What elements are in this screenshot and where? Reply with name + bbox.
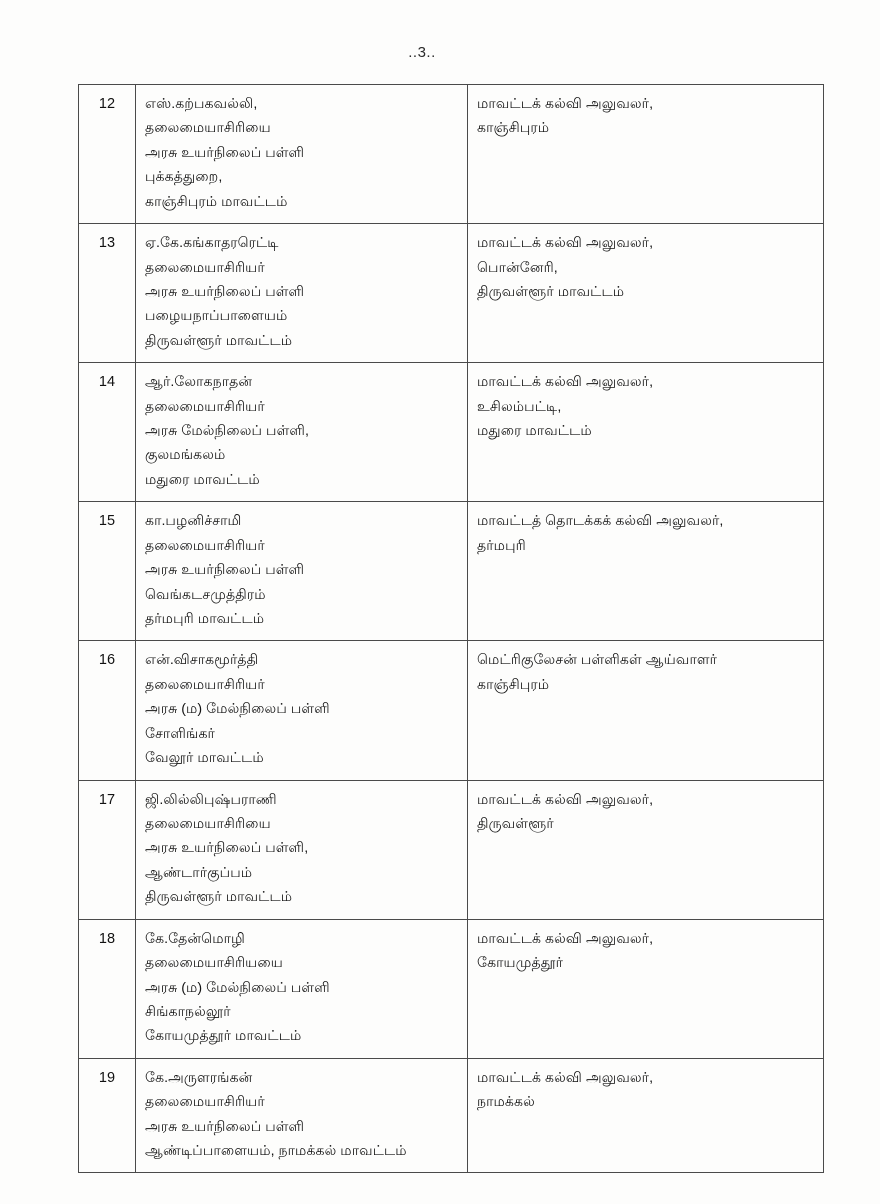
cell-serial-number: 19 (79, 1058, 136, 1173)
cell-officer-details (136, 780, 468, 919)
table-row (79, 363, 824, 502)
cell-serial-number: 18 (79, 919, 136, 1058)
officer-line: தலைமையாசிரியை (145, 815, 271, 832)
officer-line: அரசு உயர்நிலைப் பள்ளி (145, 144, 305, 161)
authority-line: மாவட்டத் தொடக்கக் கல்வி அலுவலர், (477, 513, 724, 530)
officer-line: வேலூர் மாவட்டம் (145, 750, 264, 767)
officer-line: தலைமையாசிரியர் (145, 259, 265, 276)
officers-table (78, 84, 824, 1173)
officer-line: ஆர்.லோகநாதன் (145, 374, 253, 391)
cell-reporting-authority (468, 919, 824, 1058)
officer-line: அரசு (ம) மேல்நிலைப் பள்ளி (145, 701, 330, 718)
officer-line: தலைமையாசிரியர் (145, 537, 265, 554)
cell-reporting-authority (468, 502, 824, 641)
officer-line: தலைமையாசிரியை (145, 120, 271, 137)
officer-line: அரசு உயர்நிலைப் பள்ளி (145, 1118, 305, 1135)
table-row (79, 919, 824, 1058)
cell-officer-details (136, 919, 468, 1058)
authority-line: தர்மபுரி (477, 537, 526, 554)
table-row (79, 1058, 824, 1173)
officers-table-body (79, 85, 824, 1173)
officer-line: அரசு உயர்நிலைப் பள்ளி, (145, 840, 309, 857)
cell-serial-number: 14 (79, 363, 136, 502)
cell-serial-number: 15 (79, 502, 136, 641)
officer-line: சிங்காநல்லூர் (145, 1003, 231, 1020)
authority-line: மாவட்டக் கல்வி அலுவலர், (477, 791, 654, 808)
officer-line: தலைமையாசிரியர் (145, 398, 265, 415)
authority-line: நாமக்கல் (477, 1094, 535, 1111)
authority-line: திருவள்ளூர் மாவட்டம் (477, 283, 625, 300)
cell-reporting-authority (468, 85, 824, 224)
cell-officer-details (136, 1058, 468, 1173)
officer-line: ஏ.கே.கங்காதரரெட்டி (145, 235, 279, 252)
cell-reporting-authority (468, 224, 824, 363)
authority-line: உசிலம்பட்டி, (477, 398, 562, 415)
table-row (79, 641, 824, 780)
cell-serial-number: 13 (79, 224, 136, 363)
authority-line: காஞ்சிபுரம் (477, 676, 550, 693)
cell-officer-details (136, 224, 468, 363)
authority-line: காஞ்சிபுரம் (477, 120, 550, 137)
officer-line: மதுரை மாவட்டம் (145, 471, 260, 488)
authority-line: கோயமுத்தூர் (477, 955, 564, 972)
officer-line: என்.விசாகமூர்த்தி (145, 652, 259, 669)
table-row (79, 85, 824, 224)
officer-line: ஆண்டிப்பாளையம், நாமக்கல் மாவட்டம் (145, 1143, 407, 1160)
authority-line: மாவட்டக் கல்வி அலுவலர், (477, 930, 654, 947)
cell-officer-details (136, 85, 468, 224)
officer-line: குலமங்கலம் (145, 447, 226, 464)
cell-serial-number: 12 (79, 85, 136, 224)
officer-line: வெங்கடசமுத்திரம் (145, 586, 266, 603)
authority-line: பொன்னேரி, (477, 259, 558, 276)
authority-line: மெட்ரிகுலேசன் பள்ளிகள் ஆய்வாளர் (477, 652, 718, 669)
officer-line: தர்மபுரி மாவட்டம் (145, 611, 265, 628)
officer-line: திருவள்ளூர் மாவட்டம் (145, 889, 293, 906)
officer-line: எஸ்.கற்பகவல்லி, (145, 96, 258, 112)
cell-reporting-authority (468, 1058, 824, 1173)
cell-reporting-authority (468, 363, 824, 502)
cell-reporting-authority (468, 780, 824, 919)
officer-line: தலைமையாசிரியயை (145, 955, 283, 972)
cell-officer-details (136, 641, 468, 780)
officer-line: அரசு உயர்நிலைப் பள்ளி (145, 562, 305, 579)
officer-line: பழையநாப்பாளையம் (145, 308, 288, 325)
officer-line: அரசு உயர்நிலைப் பள்ளி (145, 283, 305, 300)
cell-serial-number: 16 (79, 641, 136, 780)
authority-line: மாவட்டக் கல்வி அலுவலர், (477, 1069, 654, 1086)
officer-line: ஜி.லில்லிபுஷ்பராணி (145, 791, 277, 808)
authority-line: மாவட்டக் கல்வி அலுவலர், (477, 96, 654, 112)
officer-line: கே.தேன்மொழி (145, 930, 245, 947)
officer-line: ஆண்டார்குப்பம் (145, 864, 253, 881)
officer-line: காஞ்சிபுரம் மாவட்டம் (145, 193, 288, 210)
cell-officer-details (136, 502, 468, 641)
table-row (79, 224, 824, 363)
authority-line: மாவட்டக் கல்வி அலுவலர், (477, 374, 654, 391)
officer-line: புக்கத்துறை, (145, 169, 223, 186)
cell-officer-details (136, 363, 468, 502)
table-row (79, 502, 824, 641)
officer-line: திருவள்ளூர் மாவட்டம் (145, 332, 293, 349)
cell-reporting-authority (468, 641, 824, 780)
officer-line: கே.அருளரங்கன் (145, 1069, 253, 1086)
authority-line: திருவள்ளூர் (477, 815, 554, 832)
page-number: ..3.. (408, 44, 436, 61)
cell-serial-number: 17 (79, 780, 136, 919)
authority-line: மாவட்டக் கல்வி அலுவலர், (477, 235, 654, 252)
officer-line: தலைமையாசிரியர் (145, 1094, 265, 1111)
authority-line: மதுரை மாவட்டம் (477, 423, 592, 440)
officer-line: அரசு (ம) மேல்நிலைப் பள்ளி (145, 979, 330, 996)
officer-line: சோளிங்கர் (145, 725, 215, 742)
officer-line: கா.பழனிச்சாமி (145, 513, 242, 530)
officer-line: தலைமையாசிரியர் (145, 676, 265, 693)
officer-line: கோயமுத்தூர் மாவட்டம் (145, 1028, 302, 1045)
officer-line: அரசு மேல்நிலைப் பள்ளி, (145, 423, 309, 440)
table-row (79, 780, 824, 919)
